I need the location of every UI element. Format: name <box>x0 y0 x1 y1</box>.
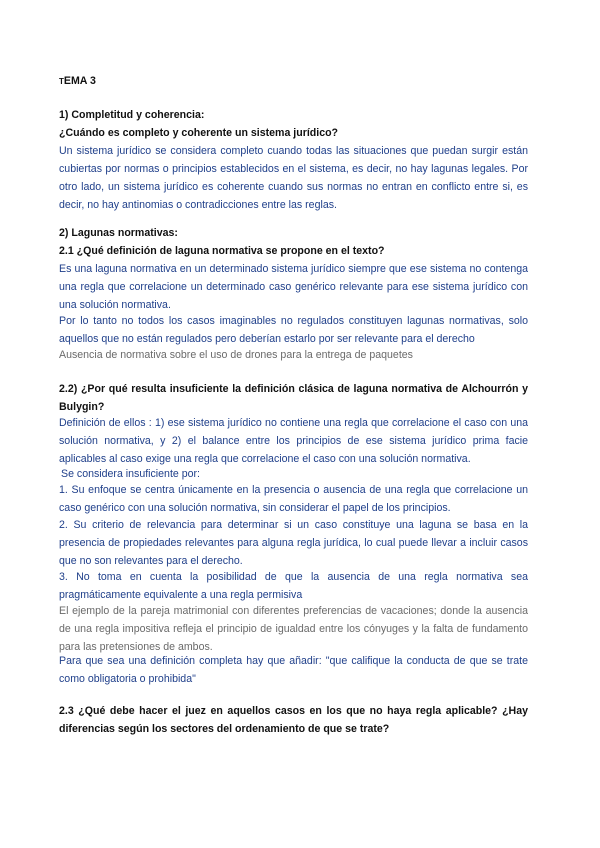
question-2-1: 2.1 ¿Qué definición de laguna normativa se propone en el texto? <box>59 245 385 257</box>
answer-2-1: Es una laguna normativa en un determinado sistema jurídico siempre que ese sistema no contenga una regla que correlacione un determinado caso genérico relevante para ese sistema jurídico con una solución normativa. <box>59 263 528 311</box>
answer-2-2-conclusion: Para que sea una definición completa hay que añadir: "que califique la conducta de que se trate como obligatoria o prohibida" <box>59 655 528 685</box>
answer-2-2-intro: Se considera insuficiente por: <box>61 468 200 480</box>
section-1-answer: Un sistema jurídico se considera completo cuando todas las situaciones que puedan surgir están cubiertas por normas o principios establecidos en el sistema, es decir, no hay lagunas legales. Por otro lado, un sistema jurídico es coherente cuando sus normas no entran en conflicto entre si, es decir, no hay antinomias o contradicciones entre las reglas. <box>59 145 528 211</box>
section-1-heading: 1) Completitud y coherencia: <box>59 109 205 121</box>
answer-2-2-point-3: 3. No toma en cuenta la posibilidad de que la ausencia de una regla normativa sea pragmáticamente equivalente a una regla permisiva <box>59 571 528 601</box>
document-title: TEMA 3 <box>59 75 96 87</box>
answer-2-2-example: El ejemplo de la pareja matrimonial con diferentes preferencias de vacaciones; donde la ausencia de una regla impositiva refleja el principio de igualdad entre los cónyuges y la falta de fundamento para las pretensiones de ambos. <box>59 605 528 653</box>
section-1-question: ¿Cuándo es completo y coherente un sistema jurídico? <box>59 127 339 139</box>
question-2-2: 2.2) ¿Por qué resulta insuficiente la definición clásica de laguna normativa de Alchourrón y Bulygin? <box>59 383 528 413</box>
answer-2-1-note: Por lo tanto no todos los casos imaginables no regulados constituyen lagunas normativas, solo aquellos que no están regulados pero deberían estarlo por ser relevante para el derecho <box>59 315 528 345</box>
answer-2-2-point-1: 1. Su enfoque se centra únicamente en la presencia o ausencia de una regla que correlacione un caso genérico con una solución normativa, sin considerar el papel de los principios. <box>59 484 528 514</box>
answer-2-1-example: Ausencia de normativa sobre el uso de drones para la entrega de paquetes <box>59 349 413 361</box>
question-2-3: 2.3 ¿Qué debe hacer el juez en aquellos casos en los que no haya regla aplicable? ¿Hay diferencias según los sectores del ordenamiento de que se trate? <box>59 705 528 735</box>
answer-2-2-point-2: 2. Su criterio de relevancia para determinar si un caso constituye una laguna se basa en la presencia de propiedades relevantes para alguna regla jurídica, lo cual puede llevar a incluir casos que no son relevantes para el derecho. <box>59 519 528 567</box>
section-2-heading: 2) Lagunas normativas: <box>59 227 178 239</box>
answer-2-2-definition: Definición de ellos : 1) ese sistema jurídico no contiene una regla que correlacione el caso con una solución normativa, y 2) el balance entre los principios de ese sistema jurídico prima facie aplicables al caso exige una regla que correlacione el caso con una solución normativa. <box>59 417 528 465</box>
